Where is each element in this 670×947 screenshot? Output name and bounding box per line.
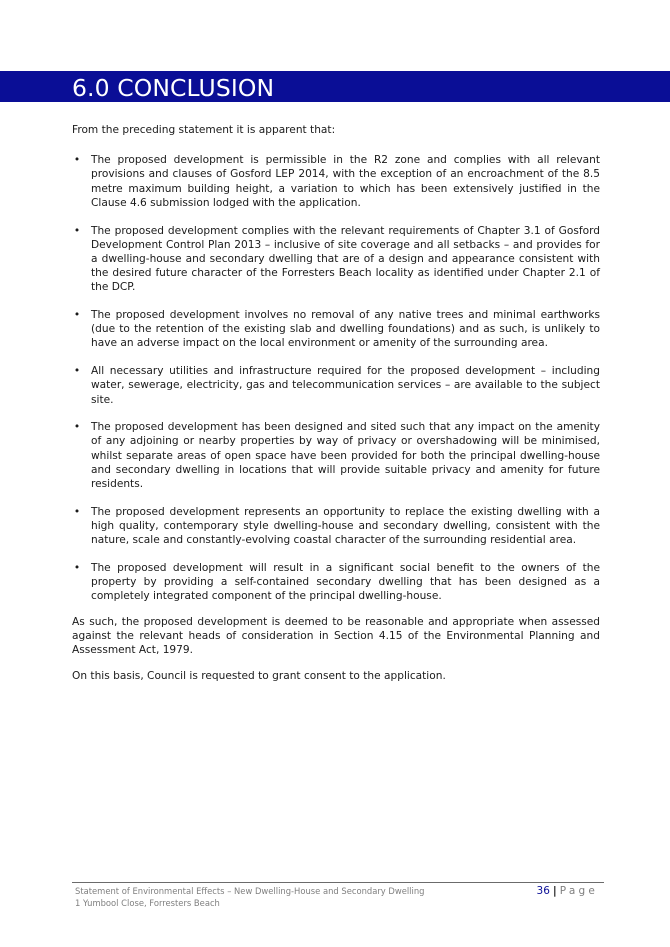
- list-item: [72, 364, 600, 407]
- list-item-text: The proposed development has been designed and sited such that any impact on the amenity of any adjoining or nearby properties by way of privacy or overshadowing will be minimised, whilst separate areas of open space have been provided for both the principal dwelling-house and secondary dwelling in locations that will provide suitable privacy and amenity for future residents.: [91, 421, 600, 491]
- list-item-text: All necessary utilities and infrastructure required for the proposed development – including water, sewerage, electricity, gas and telecommunication services – are available to the subject site.: [91, 365, 600, 406]
- list-item-text: The proposed development will result in a significant social benefit to the owners of the property by providing a self-contained secondary dwelling that has been designed as a completely integrated component of the principal dwelling-house.: [91, 561, 600, 603]
- bullet-icon: •: [73, 365, 81, 378]
- bullet-icon: •: [73, 309, 81, 322]
- bullet-icon: •: [73, 224, 81, 237]
- bullet-icon: •: [73, 561, 81, 574]
- page-separator: |: [552, 885, 557, 897]
- list-item: [72, 224, 600, 295]
- list-item-text: The proposed development complies with the relevant requirements of Chapter 3.1 of Gosford Development Control Plan 2013 – inclusive of site coverage and all setbacks – and provides for a dwelling-house and secondary dwelling that are of a design and appearance consistent with the desired future character of the Forresters Beach locality as identified under Chapter 2.1 of the DCP.: [91, 224, 600, 294]
- list-item-text: The proposed development is permissible in the R2 zone and complies with all relevant provisions and clauses of Gosford LEP 2014, with the exception of an encroachment of the 8.5 metre maximum building height, a variation to which has been extensively justified in the Clause 4.6 submission lodged with the application.: [91, 154, 600, 209]
- conclusion-list: [72, 153, 600, 603]
- list-item: [72, 561, 600, 604]
- page-number: 36: [536, 885, 550, 897]
- document-body: [72, 120, 600, 697]
- page-label: Page: [559, 885, 598, 897]
- list-item: [72, 153, 600, 210]
- list-item-text: The proposed development involves no removal of any native trees and minimal earthworks (due to the retention of the existing slab and dwelling foundations) and as such, is unlikely to have an adverse impact on the local environment or amenity of the surrounding area.: [91, 309, 600, 350]
- list-item: [72, 420, 600, 491]
- closing-paragraph: As such, the proposed development is deemed to be reasonable and appropriate when assessed against the relevant heads of consideration in Section 4.15 of the Environmental Planning and Assessment Act, 1979.: [72, 615, 600, 657]
- list-item: [72, 505, 600, 548]
- bullet-icon: •: [73, 154, 81, 167]
- footer-divider: [72, 882, 604, 883]
- bullet-icon: •: [73, 505, 81, 518]
- footer-document-info: [75, 885, 424, 909]
- list-item: [72, 308, 600, 351]
- final-paragraph: On this basis, Council is requested to grant consent to the application.: [72, 670, 446, 683]
- footer-document-title: Statement of Environmental Effects – New Dwelling-House and Secondary Dwelling: [75, 886, 425, 896]
- footer-address: 1 Yumbool Close, Forresters Beach: [75, 898, 220, 908]
- list-item-text: The proposed development represents an opportunity to replace the existing dwelling with a high quality, contemporary style dwelling-house and secondary dwelling, consistent with the nature, scale and constantly-evolving coastal character of the surrounding residential area.: [91, 505, 600, 547]
- intro-paragraph: From the preceding statement it is apparent that:: [72, 124, 336, 136]
- section-heading: 6.0 CONCLUSION: [72, 74, 275, 102]
- footer-page-indicator: [537, 884, 598, 898]
- bullet-icon: •: [73, 421, 81, 434]
